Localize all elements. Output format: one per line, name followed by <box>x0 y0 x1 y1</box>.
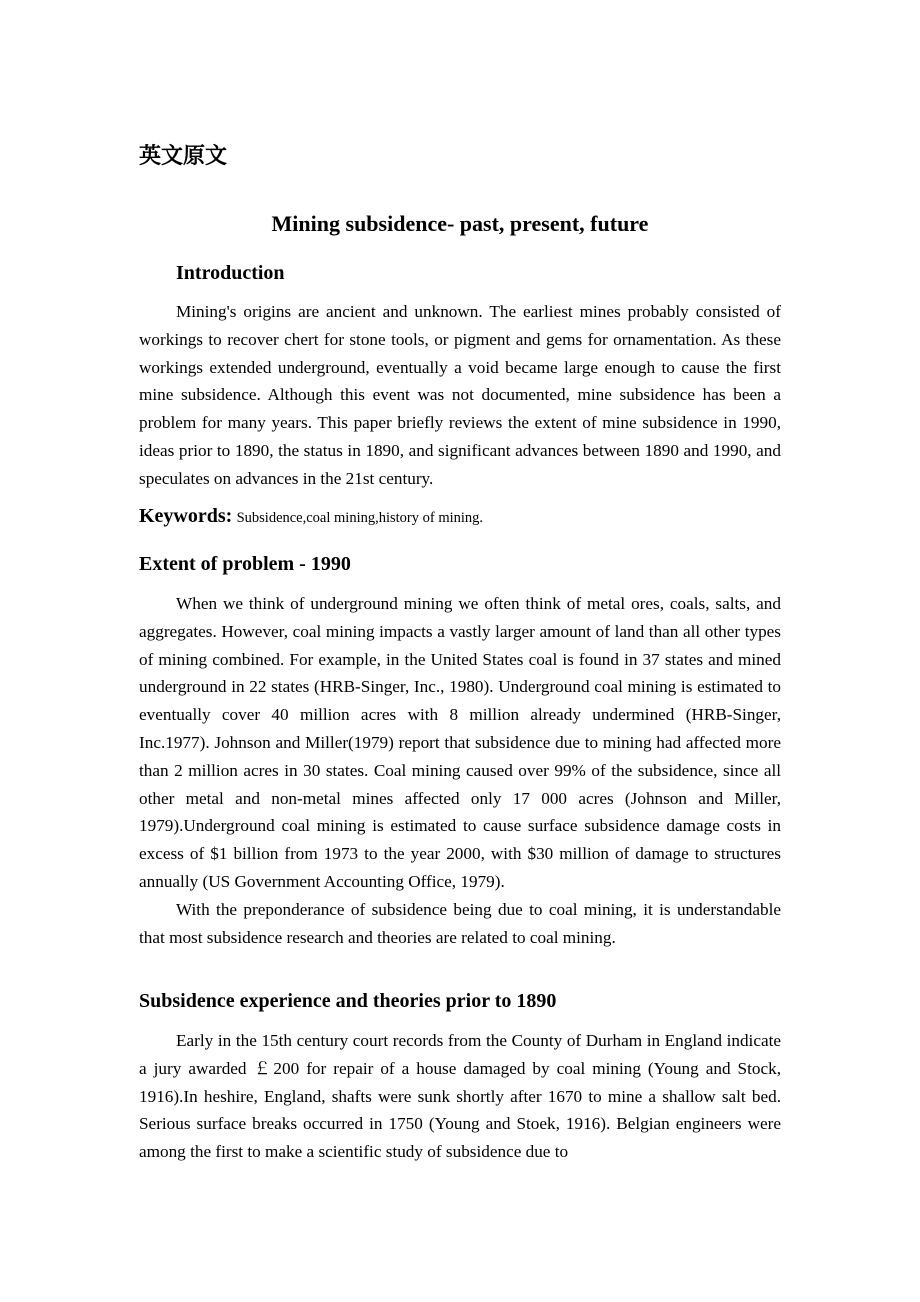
chinese-section-heading: 英文原文 <box>139 144 228 169</box>
introduction-heading: Introduction <box>176 262 285 284</box>
extent-section <box>139 590 781 951</box>
theories-section <box>139 1027 781 1166</box>
keywords-text: Subsidence,coal mining,history of mining. <box>236 510 484 526</box>
extent-heading: Extent of problem - 1990 <box>139 553 351 575</box>
keywords-label: Keywords: <box>139 505 233 527</box>
extent-paragraph-2: With the preponderance of subsidence being due to coal mining, it is understandable that most subsidence research and theories are related to coal mining. <box>139 899 781 947</box>
theories-heading: Subsidence experience and theories prior to 1890 <box>139 990 557 1012</box>
theories-paragraph: Early in the 15th century court records from the County of Durham in England indicate a jury awarded ￡200 for repair of a house damaged by coal mining (Young and Stock, 1916).In heshire, England, shafts were sunk shortly after 1670 to mine a shallow salt bed. Serious surface breaks occurred in 1750 (Young and Stoek, 1916). Belgian engineers were among the first to make a scientific study of subsidence due to <box>139 1031 781 1162</box>
introduction-paragraph: Mining's origins are ancient and unknown. The earliest mines probably consisted of workings to recover chert for stone tools, or pigment and gems for ornamentation. As these workings extended underground, eventually a void became large enough to cause the first mine subsidence. Although this event was not documented, mine subsidence has been a problem for many years. This paper briefly reviews the extent of mine subsidence in 1990, ideas prior to 1890, the status in 1890, and significant advances between 1890 and 1990, and speculates on advances in the 21st century. <box>139 302 781 488</box>
introduction-section <box>139 298 781 493</box>
document-title: Mining subsidence- past, present, future <box>271 211 649 236</box>
extent-paragraph-1: When we think of underground mining we often think of metal ores, coals, salts, and aggregates. However, coal mining impacts a vastly larger amount of land than all other types of mining combined. For example, in the United States coal is found in 37 states and mined underground in 22 states (HRB-Singer, Inc., 1980). Underground coal mining is estimated to eventually cover 40 million acres with 8 million already undermined (HRB-Singer, Inc.1977). Johnson and Miller(1979) report that subsidence due to mining had affected more than 2 million acres in 30 states. Coal mining caused over 99% of the subsidence, since all other metal and non-metal mines affected only 17 000 acres (Johnson and Miller, 1979).Underground coal mining is estimated to cause surface subsidence damage costs in excess of $1 billion from 1973 to the year 2000, with $30 million of damage to structures annually (US Government Accounting Office, 1979). <box>139 594 781 891</box>
keywords-line <box>139 503 781 531</box>
